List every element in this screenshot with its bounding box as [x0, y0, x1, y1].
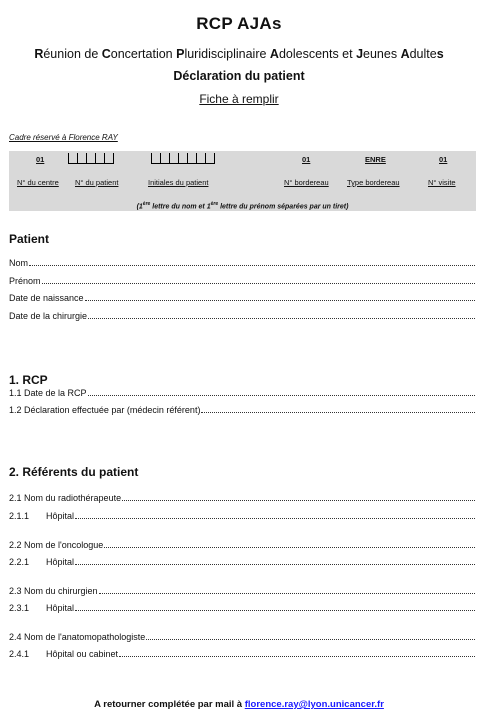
- subtitle-initial: s: [436, 47, 444, 61]
- referents-heading: 2. Référents du patient: [9, 465, 139, 479]
- subtitle-initial: P: [176, 47, 185, 61]
- label-bordereau: N° bordereau: [284, 178, 329, 187]
- type-bordereau-value: ENRE: [365, 155, 386, 164]
- return-instructions: A retourner complétée par mail à florence.ray@lyon.unicancer.fr: [94, 699, 384, 710]
- field-hopital-cabinet[interactable]: 2.4.1 Hôpital ou cabinet: [9, 648, 475, 659]
- field-declaration-medecin[interactable]: 1.2 Déclaration effectuée par (médecin référent): [9, 404, 475, 415]
- field-hopital-radiotherapeute[interactable]: 2.1.1 Hôpital: [9, 510, 475, 521]
- subtitle-initial: A: [400, 47, 410, 61]
- subtitle-initial: J: [356, 47, 364, 61]
- email-link[interactable]: florence.ray@lyon.unicancer.fr: [244, 699, 384, 710]
- field-date-rcp[interactable]: 1.1 Date de la RCP: [9, 387, 475, 398]
- field-anatomopathologiste[interactable]: 2.4 Nom de l'anatomopathologiste: [9, 631, 475, 642]
- visite-value: 01: [439, 155, 448, 164]
- field-date-chirurgie[interactable]: Date de la chirurgie: [9, 310, 475, 321]
- rcp-heading: 1. RCP: [9, 373, 48, 387]
- field-hopital-oncologue[interactable]: 2.2.1 Hôpital: [9, 556, 475, 567]
- declaration-heading: Déclaration du patient: [173, 69, 305, 83]
- label-type-bordereau: Type bordereau: [347, 178, 400, 187]
- centre-value: 01: [36, 155, 45, 164]
- field-hopital-chirurgien[interactable]: 2.3.1 Hôpital: [9, 602, 475, 613]
- bordereau-value: 01: [302, 155, 311, 164]
- subtitle-initial: R: [34, 47, 44, 61]
- label-initiales: Initiales du patient: [148, 178, 209, 187]
- initials-boxes[interactable]: [151, 153, 215, 164]
- initials-note: (1ère lettre du nom et 1ère lettre du prénom séparées par un tiret): [136, 201, 349, 211]
- document-title: RCP AJAs: [196, 14, 282, 33]
- reserved-frame-label: Cadre réservé à Florence RAY: [9, 133, 118, 142]
- field-oncologue[interactable]: 2.2 Nom de l'oncologue: [9, 539, 475, 550]
- codes-box: [9, 151, 476, 211]
- field-prenom[interactable]: Prénom: [9, 275, 475, 286]
- field-chirurgien[interactable]: 2.3 Nom du chirurgien: [9, 585, 475, 596]
- fiche-label: Fiche à remplir: [199, 92, 279, 106]
- patient-number-boxes[interactable]: [68, 153, 114, 164]
- field-nom[interactable]: Nom: [9, 257, 475, 268]
- document-subtitle: Réunion de Concertation Pluridisciplinaire Adolescents et Jeunes Adultes: [34, 47, 444, 61]
- label-patient: N° du patient: [75, 178, 119, 187]
- subtitle-initial: A: [269, 47, 279, 61]
- label-centre: N° du centre: [17, 178, 59, 187]
- label-visite: N° visite: [428, 178, 456, 187]
- subtitle-initial: C: [101, 47, 111, 61]
- patient-heading: Patient: [9, 232, 50, 246]
- field-date-naissance[interactable]: Date de naissance: [9, 292, 475, 303]
- field-radiotherapeute[interactable]: 2.1 Nom du radiothérapeute: [9, 492, 475, 503]
